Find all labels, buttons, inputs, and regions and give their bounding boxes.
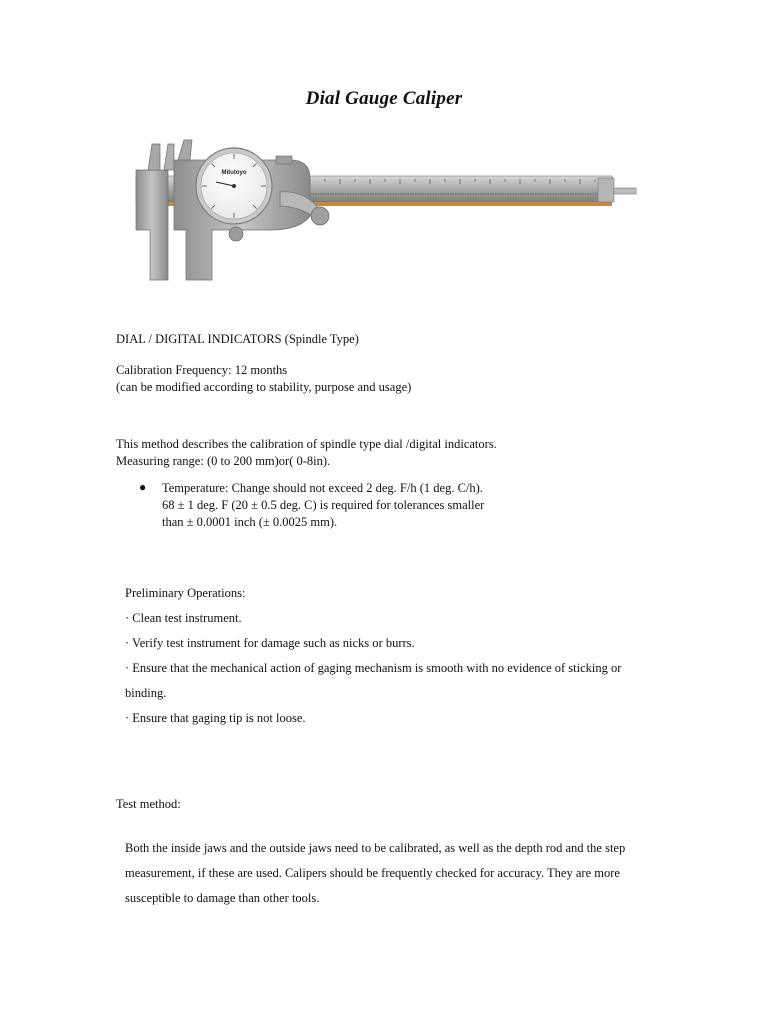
section-heading: DIAL / DIGITAL INDICATORS (Spindle Type) (116, 332, 359, 346)
calibration-note: (can be modified according to stability, purpose and usage) (116, 380, 412, 394)
bullet-temperature-line1: Temperature: Change should not exceed 2 deg. F/h (1 deg. C/h). (162, 481, 483, 495)
preliminary-heading: Preliminary Operations: (125, 586, 246, 600)
bullet-marker: ● (139, 480, 147, 494)
preliminary-item: binding. (125, 686, 167, 700)
bullet-temperature-line3: than ± 0.0001 inch (± 0.0025 mm). (162, 515, 338, 529)
test-method-line: Both the inside jaws and the outside jaws need to be calibrated, as well as the depth rod and the step (125, 841, 626, 855)
preliminary-item: · Ensure that gaging tip is not loose. (125, 711, 306, 725)
test-method-line: susceptible to damage than other tools. (125, 891, 320, 905)
bullet-temperature-line2: 68 ± 1 deg. F (20 ± 0.5 deg. C) is required for tolerances smaller (162, 498, 485, 512)
dial-caliper-image (120, 130, 650, 285)
preliminary-item: · Clean test instrument. (125, 611, 242, 625)
calibration-frequency: Calibration Frequency: 12 months (116, 363, 288, 377)
document-title: Dial Gauge Caliper (305, 88, 463, 109)
method-description: This method describes the calibration of spindle type dial /digital indicators. (116, 437, 497, 451)
preliminary-item: · Verify test instrument for damage such as nicks or burrs. (125, 636, 415, 650)
measuring-range: Measuring range: (0 to 200 mm)or( 0-8in). (116, 454, 331, 468)
preliminary-item: · Ensure that the mechanical action of gaging mechanism is smooth with no evidence of sticking or (125, 661, 622, 675)
test-method-heading: Test method: (116, 797, 181, 811)
test-method-line: measurement, if these are used. Calipers should be frequently checked for accuracy. They are more (125, 866, 620, 880)
dial-brand-label: Mitutoyo (221, 170, 247, 176)
